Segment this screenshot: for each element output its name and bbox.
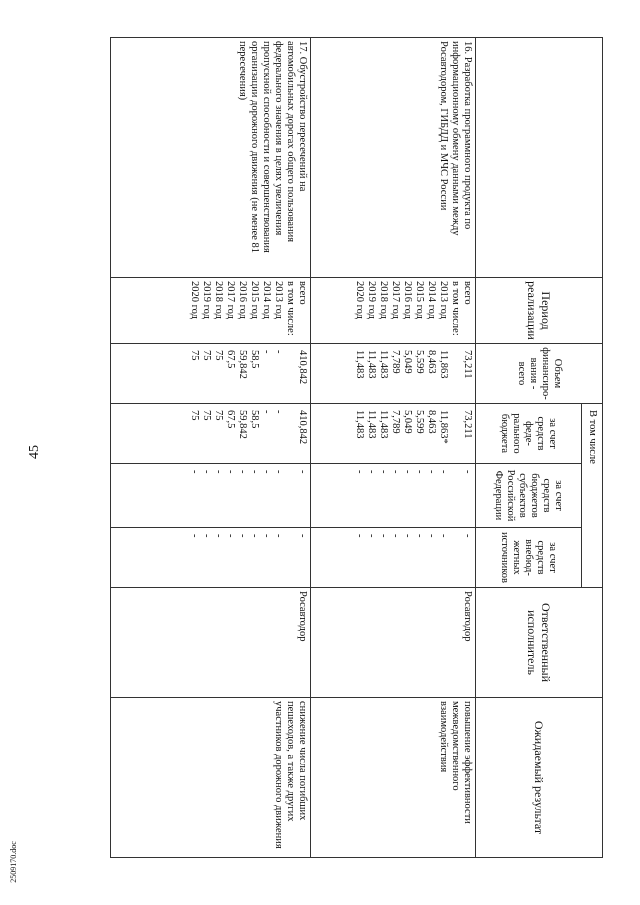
period-value: 2019 год xyxy=(366,281,377,319)
total-value: 11,483 xyxy=(366,350,377,379)
measure-text: 16. Разработка программного продукта по информационному обмену данными между Росавтодором, ГИБДД и МЧС России xyxy=(311,38,476,278)
header-in-total: В том числе xyxy=(582,404,603,588)
total-value: 75 xyxy=(201,350,212,361)
federal-value: 11,483 xyxy=(378,410,389,439)
regional-value: - xyxy=(414,470,425,474)
federal-value: 58,5 xyxy=(249,410,260,429)
period-value: 2014 год xyxy=(426,281,437,319)
regional-value: - xyxy=(297,470,308,474)
extra-value xyxy=(284,534,296,584)
total-value: - xyxy=(261,350,272,354)
regional-value: - xyxy=(189,470,200,474)
federal-value xyxy=(449,410,461,460)
header-period: Период реализации xyxy=(476,278,603,344)
regional-value: - xyxy=(390,470,401,474)
extra-value: - xyxy=(390,534,401,538)
federal-value xyxy=(284,410,296,460)
period-value: 2020 год xyxy=(354,281,365,319)
table-body xyxy=(111,38,476,858)
table-row xyxy=(111,38,311,858)
total-value-cell xyxy=(311,344,476,404)
regional-value: - xyxy=(273,470,284,474)
federal-value: 7,789 xyxy=(390,410,401,434)
period-value: 2019 год xyxy=(201,281,212,319)
total-value: 67,5 xyxy=(225,350,236,369)
executor-text: Росавтодор xyxy=(111,588,311,698)
total-value: - xyxy=(273,350,284,354)
federal-value: - xyxy=(261,410,272,414)
period-value: в том числе: xyxy=(450,281,461,336)
federal-value: 59,842 xyxy=(237,410,248,439)
federal-value: 11,483 xyxy=(354,410,365,439)
extra-value xyxy=(449,534,461,584)
executor-text: Росавтодор xyxy=(311,588,476,698)
regional-value xyxy=(284,470,296,524)
regional-value: - xyxy=(402,470,413,474)
regional-value: - xyxy=(213,470,224,474)
regional-value: - xyxy=(354,470,365,474)
regional-value: - xyxy=(237,470,248,474)
extra-value: - xyxy=(237,534,248,538)
regional-value: - xyxy=(438,470,449,474)
regional-value xyxy=(449,470,461,524)
total-value-cell xyxy=(111,344,311,404)
federal-value: 8,463 xyxy=(426,410,437,434)
extra-value: - xyxy=(462,534,473,538)
total-value: 73,211 xyxy=(462,350,473,379)
total-value: 75 xyxy=(189,350,200,361)
header-federal: за счет средств феде-рального бюджета xyxy=(476,404,582,464)
period-value: 2013 год xyxy=(438,281,449,319)
period-value: 2018 год xyxy=(378,281,389,319)
period-value: 2016 год xyxy=(237,281,248,319)
period-value: всего xyxy=(462,281,473,305)
extra-value: - xyxy=(249,534,260,538)
extra-value: - xyxy=(402,534,413,538)
period-value: всего xyxy=(297,281,308,305)
header-extra: за счет средств внебюд-жетных источников xyxy=(476,528,582,588)
page-number: 45 xyxy=(27,445,42,459)
result-text: повышение эффективности межведомственного взаимодействия xyxy=(311,698,476,858)
period-value: 2013 год xyxy=(273,281,284,319)
federal-value: 410,842 xyxy=(297,410,308,445)
regional-value: - xyxy=(462,470,473,474)
total-value: 75 xyxy=(213,350,224,361)
header-result: Ожидаемый результат xyxy=(476,698,603,858)
total-value: 58,5 xyxy=(249,350,260,369)
total-value: 59,842 xyxy=(237,350,248,379)
regional-value: - xyxy=(261,470,272,474)
total-value: 5,049 xyxy=(402,350,413,374)
extra-value: - xyxy=(297,534,308,538)
period-value-cell xyxy=(111,278,311,344)
total-value xyxy=(449,350,461,400)
federal-value: - xyxy=(273,410,284,414)
federal-value: 75 xyxy=(213,410,224,421)
extra-value: - xyxy=(189,534,200,538)
regional-value: - xyxy=(366,470,377,474)
total-value: 8,463 xyxy=(426,350,437,374)
total-value: 11,483 xyxy=(378,350,389,379)
header-total: Объем финансиро-вания - всего xyxy=(476,344,603,404)
extra-value: - xyxy=(378,534,389,538)
regional-value: - xyxy=(201,470,212,474)
federal-value: 75 xyxy=(189,410,200,421)
period-value: 2017 год xyxy=(390,281,401,319)
federal-value: 75 xyxy=(201,410,212,421)
extra-value: - xyxy=(366,534,377,538)
extra-value: - xyxy=(354,534,365,538)
header-measure xyxy=(476,38,603,278)
header-regional: за счет средств бюджетов субъектов Российской Федерации xyxy=(476,464,582,528)
period-value: 2015 год xyxy=(414,281,425,319)
regional-value-cell xyxy=(111,464,311,528)
extra-value: - xyxy=(414,534,425,538)
extra-value: - xyxy=(213,534,224,538)
extra-value-cell xyxy=(311,528,476,588)
period-value: 2020 год xyxy=(189,281,200,319)
federal-value: 5,049 xyxy=(402,410,413,434)
total-value: 5,599 xyxy=(414,350,425,374)
rotated-table-page xyxy=(63,37,603,857)
extra-value: - xyxy=(225,534,236,538)
federal-value: 5,599 xyxy=(414,410,425,434)
period-value: 2017 год xyxy=(225,281,236,319)
period-value: 2018 год xyxy=(213,281,224,319)
period-value: в том числе: xyxy=(285,281,296,336)
period-value-cell xyxy=(311,278,476,344)
extra-value: - xyxy=(201,534,212,538)
regional-value: - xyxy=(225,470,236,474)
extra-value: - xyxy=(273,534,284,538)
measure-text: 17. Обустройство пересечений на автомобильных дорогах общего пользования федерального значения в целях увеличения пропускной способности и совершенствования организации дорожного движения (не менее 81 пересечения) xyxy=(111,38,311,278)
extra-value: - xyxy=(261,534,272,538)
federal-value: 11,863* xyxy=(438,410,449,444)
table-row xyxy=(311,38,476,858)
document-id: 2509170.doc xyxy=(9,841,18,883)
extra-value: - xyxy=(426,534,437,538)
regional-value: - xyxy=(378,470,389,474)
total-value: 11,863 xyxy=(438,350,449,379)
federal-value-cell xyxy=(111,404,311,464)
financing-table xyxy=(110,37,603,858)
regional-value-cell xyxy=(311,464,476,528)
result-text: снижение числа погибших пешеходов, а также других участников дорожного движения xyxy=(111,698,311,858)
header-executor: Ответственный исполнитель xyxy=(476,588,603,698)
federal-value: 73,211 xyxy=(462,410,473,439)
federal-value-cell xyxy=(311,404,476,464)
extra-value-cell xyxy=(111,528,311,588)
federal-value: 67,5 xyxy=(225,410,236,429)
period-value: 2015 год xyxy=(249,281,260,319)
total-value: 7,789 xyxy=(390,350,401,374)
total-value: 11,483 xyxy=(354,350,365,379)
period-value: 2014 год xyxy=(261,281,272,319)
federal-value: 11,483 xyxy=(366,410,377,439)
regional-value: - xyxy=(249,470,260,474)
total-value xyxy=(284,350,296,400)
period-value: 2016 год xyxy=(402,281,413,319)
extra-value: - xyxy=(438,534,449,538)
total-value: 410,842 xyxy=(297,350,308,385)
regional-value: - xyxy=(426,470,437,474)
